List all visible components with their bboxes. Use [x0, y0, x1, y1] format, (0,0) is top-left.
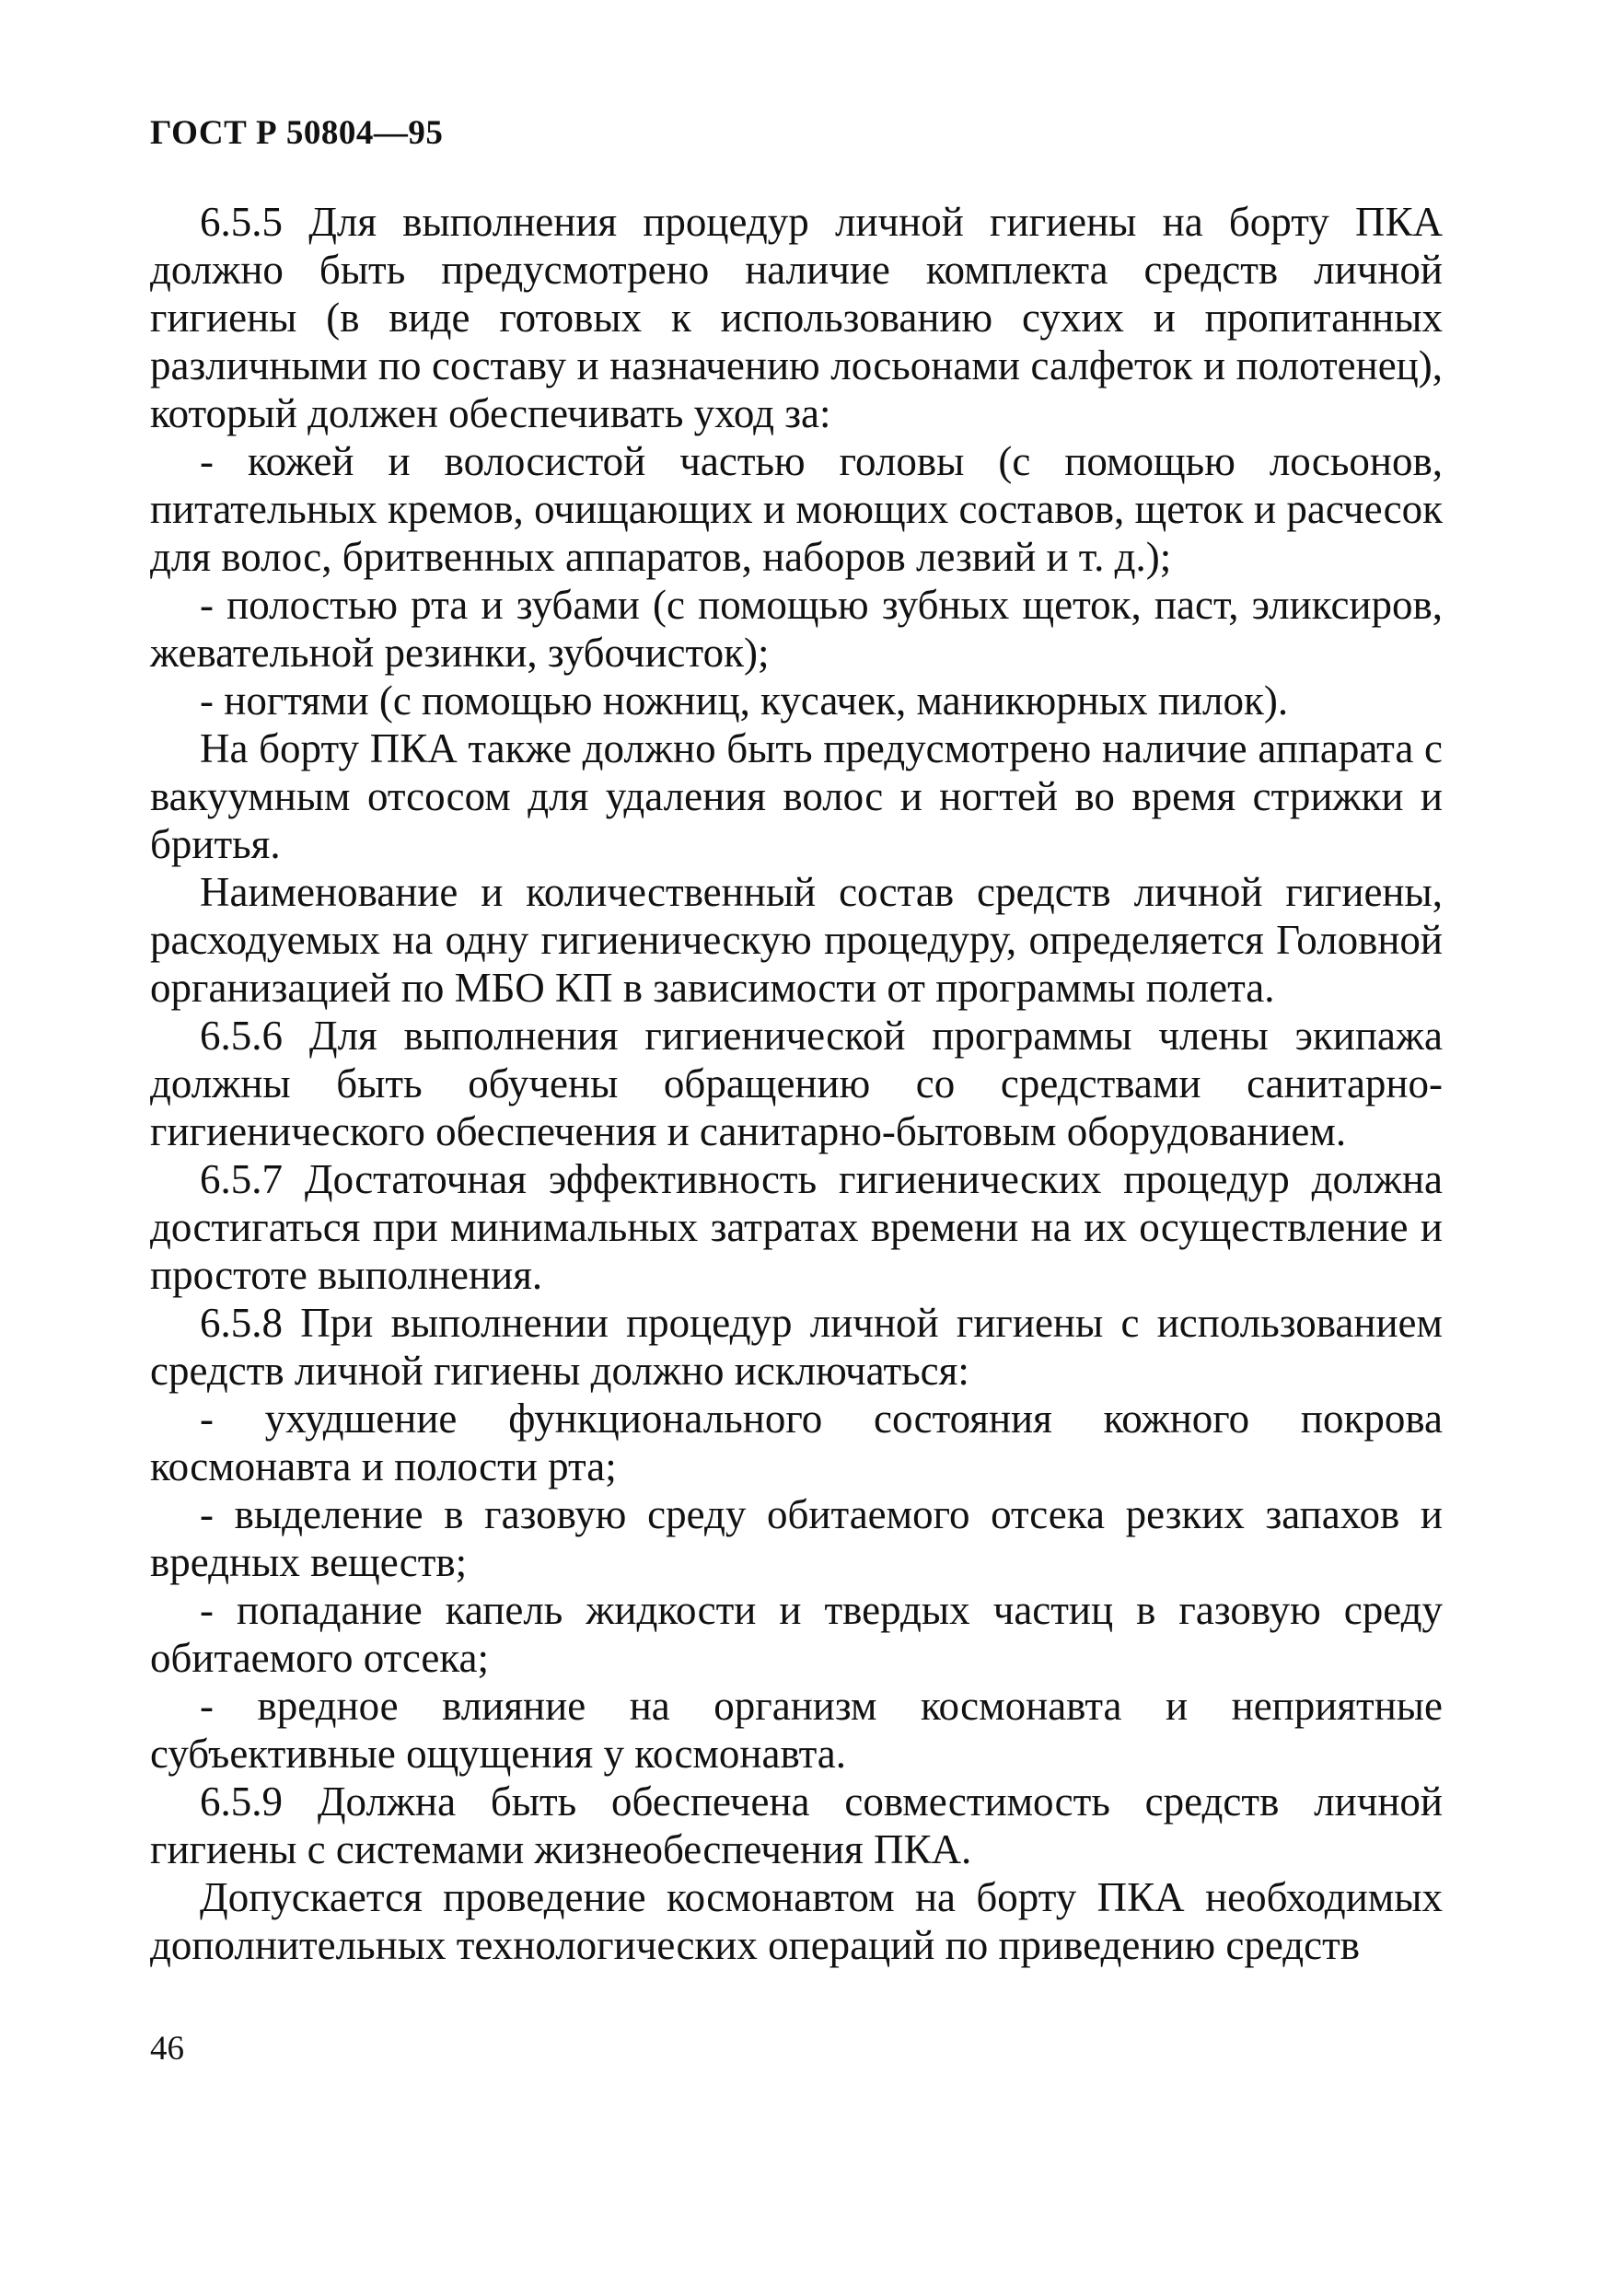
list-item-nails: - ногтями (с помощью ножниц, кусачек, маникюрных пилок). — [200, 678, 1289, 724]
document-body — [150, 198, 1443, 1969]
document-header: ГОСТ Р 50804—95 — [150, 114, 444, 152]
paragraph-6-5-6: 6.5.6 Для выполнения гигиенической программы члены экипажа должны быть обучены обращению со средствами санитарно-гигиенического обеспечения и санитарно-бытовым оборудованием. — [150, 1013, 1443, 1154]
list-item-droplets: - попадание капель жидкости и твердых частиц в газовую среду обитаемого отсека; — [150, 1587, 1443, 1681]
paragraph-6-5-8: 6.5.8 При выполнении процедур личной гигиены с использованием средств личной гигиены должно исключаться: — [150, 1300, 1443, 1394]
list-item-skin-condition: - ухудшение функционального состояния кожного покрова космонавта и полости рта; — [150, 1396, 1443, 1489]
list-item-skin-hair: - кожей и волосистой частью головы (с помощью лосьонов, питательных кремов, очищающих и моющих составов, щеток и расчесок для волос, бритвенных аппаратов, наборов лезвий и т. д.); — [150, 438, 1443, 580]
list-item-harmful-influence: - вредное влияние на организм космонавта и неприятные субъективные ощущения у космонавта. — [150, 1683, 1443, 1777]
paragraph-6-5-7: 6.5.7 Достаточная эффективность гигиенических процедур должна достигаться при минимальных затратах времени на их осуществление и простоте выполнения. — [150, 1156, 1443, 1298]
paragraph-vacuum-device: На борту ПКА также должно быть предусмотрено наличие аппарата с вакуумным отсосом для удаления волос и ногтей во время стрижки и бритья. — [150, 725, 1443, 867]
list-item-mouth-teeth: - полостью рта и зубами (с помощью зубных щеток, паст, эликсиров, жевательной резинки, зубочисток); — [150, 582, 1443, 676]
list-item-odors: - выделение в газовую среду обитаемого отсека резких запахов и вредных веществ; — [150, 1491, 1443, 1585]
page-number: 46 — [150, 2030, 184, 2068]
paragraph-additional-operations: Допускается проведение космонавтом на борту ПКА необходимых дополнительных технологических операций по приведению средств — [150, 1874, 1443, 1968]
paragraph-hygiene-composition: Наименование и количественный состав средств личной гигиены, расходуемых на одну гигиеническую процедуру, определяется Головной организацией по МБО КП в зависимости от программы полета. — [150, 869, 1443, 1011]
paragraph-6-5-9: 6.5.9 Должна быть обеспечена совместимость средств личной гигиены с системами жизнеобеспечения ПКА. — [150, 1778, 1443, 1872]
paragraph-6-5-5: 6.5.5 Для выполнения процедур личной гигиены на борту ПКА должно быть предусмотрено наличие комплекта средств личной гигиены (в виде готовых к использованию сухих и пропитанных различными по составу и назначению лосьонами салфеток и полотенец), который должен обеспечивать уход за: — [150, 199, 1443, 436]
